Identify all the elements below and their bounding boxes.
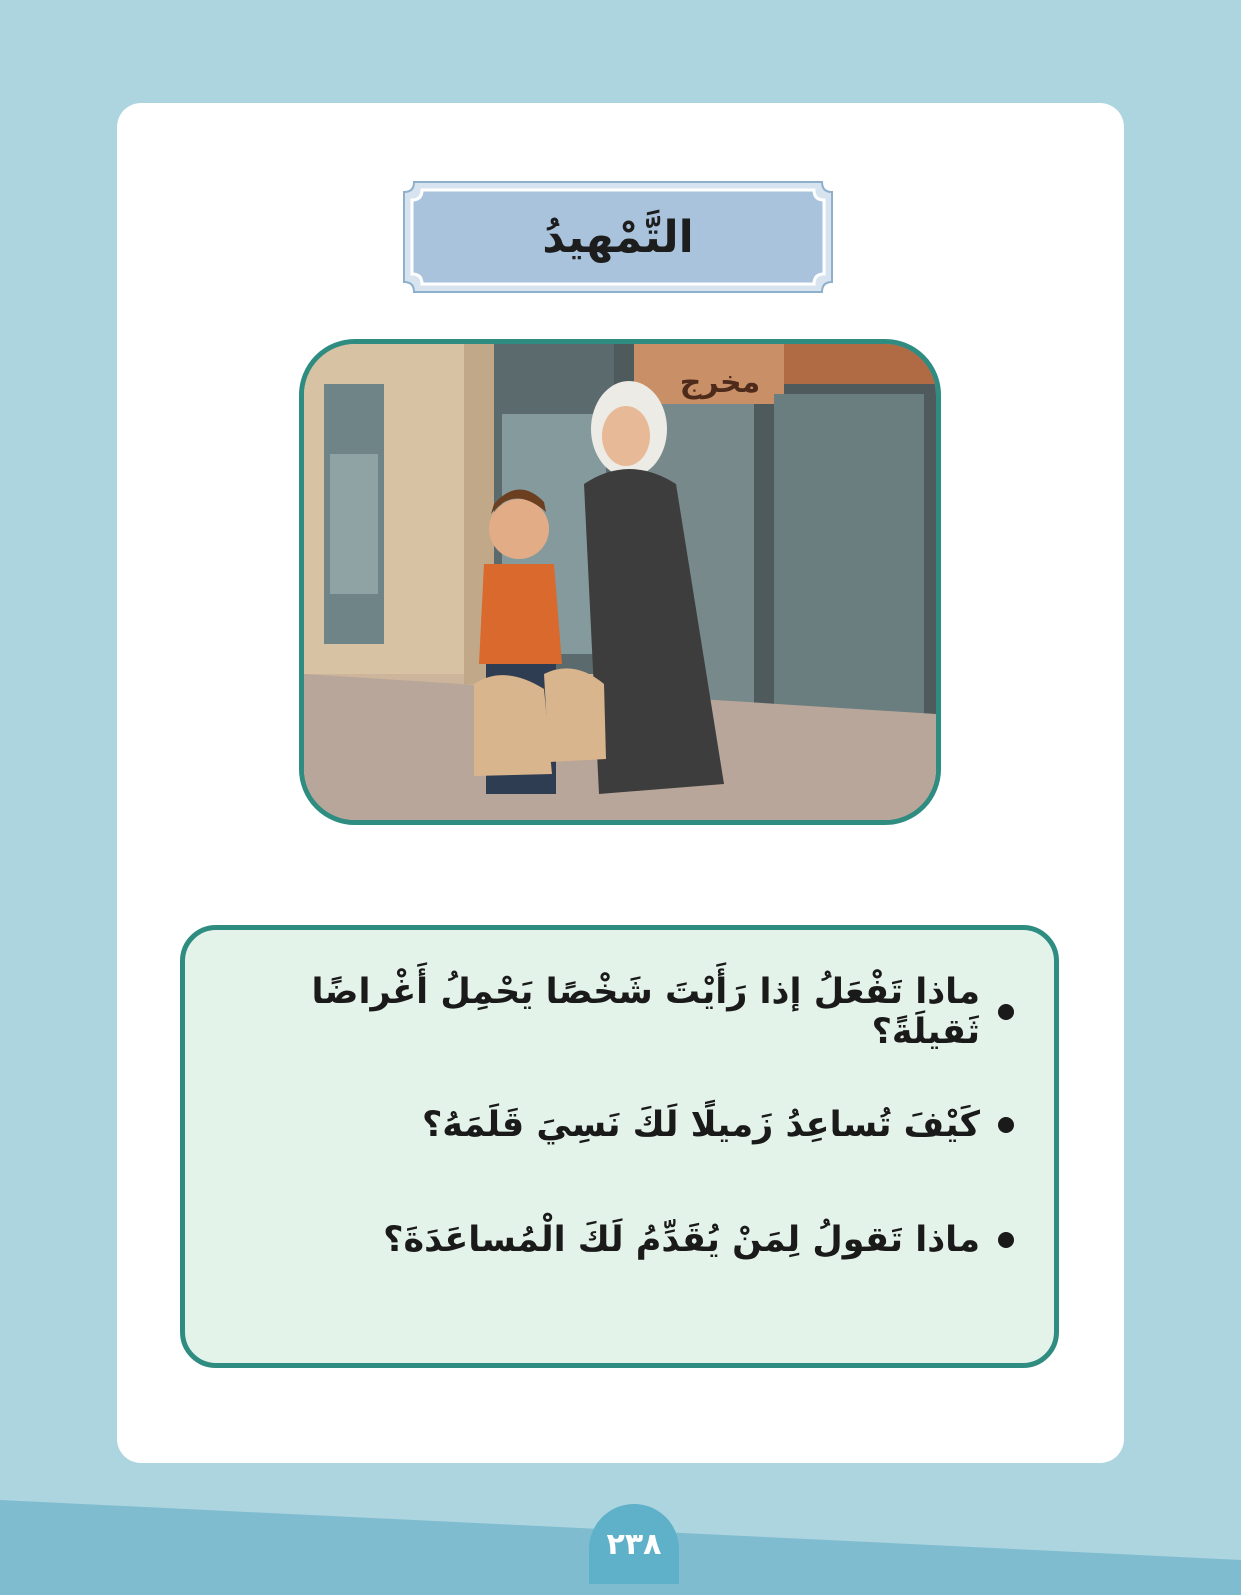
scene-illustration (299, 339, 941, 825)
page-number: ٢٣٨ (589, 1504, 679, 1584)
question-text: كَيْفَ تُساعِدُ زَميلًا لَكَ نَسِيَ قَلَمَهُ؟ (421, 1105, 980, 1145)
question-item (234, 972, 1014, 1052)
questions-box (180, 925, 1059, 1368)
exit-sign: مخرج (679, 364, 761, 400)
question-text: ماذا تَقولُ لِمَنْ يُقَدِّمُ لَكَ الْمُساعَدَةَ؟ (383, 1220, 980, 1260)
bullet-icon (998, 1004, 1014, 1020)
title-banner (400, 178, 836, 296)
bullet-icon (998, 1117, 1014, 1133)
page-title: التَّمْهيدُ (542, 211, 694, 263)
question-item (234, 1210, 1014, 1270)
question-text: ماذا تَفْعَلُ إذا رَأَيْتَ شَخْصًا يَحْمِلُ أَغْراضًا ثَقيلَةً؟ (311, 972, 980, 1052)
bullet-icon (998, 1232, 1014, 1248)
shop-scene (304, 344, 936, 820)
question-item (234, 1095, 1014, 1155)
